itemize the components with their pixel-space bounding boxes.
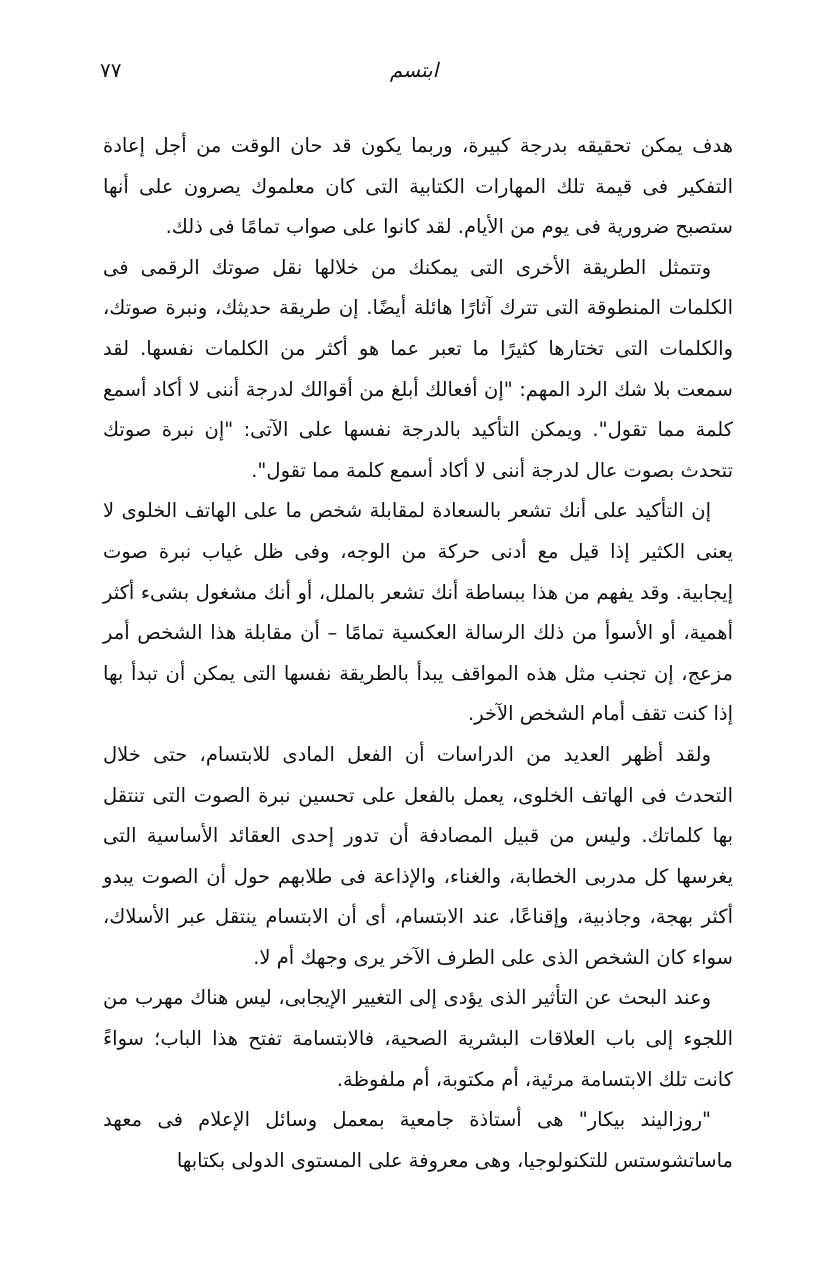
paragraph: "روزاليند بيكار" هى أستاذة جامعية بمعمل وسائل الإعلام فى معهد ماساتشوستس للتكنولوجيا، وهى معروفة على المستوى الدولى بكتابها — [103, 1108, 733, 1172]
page-number: ٧٧ — [100, 58, 122, 82]
paragraph: هدف يمكن تحقيقه بدرجة كبيرة، وربما يكون قد حان الوقت من أجل إعادة التفكير فى قيمة تلك المهارات الكتابية التى كان معلموك يصرون على أنها ستصبح ضرورية فى يوم من الأيام. لقد كانوا على صواب تمامًا فى ذلك. — [103, 134, 733, 239]
paragraph: إن التأكيد على أنك تشعر بالسعادة لمقابلة شخص ما على الهاتف الخلوى لا يعنى الكثير إذا قيل مع أدنى حركة من الوجه، وفى ظل غياب نبرة صوت إيجابية. وقد يفهم من هذا ببساطة أنك تشعر بالملل، أو أنك مشغول بشىء أكثر أهمية، أو الأسوأ من ذلك الرسالة العكسية تمامًا – أن مقابلة هذا الشخص أمر مزعج، إن تجنب مثل هذه المواقف يبدأ بالطريقة نفسها التى يمكن أن تبدأ بها إذا كنت تقف أمام الشخص الآخر. — [103, 499, 733, 726]
page-header — [0, 58, 828, 94]
paragraph: وعند البحث عن التأثير الذى يؤدى إلى التغيير الإيجابى، ليس هناك مهرب من اللجوء إلى باب العلاقات البشرية الصحية، فالابتسامة تفتح هذا الباب؛ سواءً كانت تلك الابتسامة مرئية، أم مكتوبة، أم ملفوظة. — [103, 986, 733, 1091]
body-text — [103, 126, 733, 1181]
running-title: ابتسم — [389, 58, 439, 82]
paragraph: وتتمثل الطريقة الأخرى التى يمكنك من خلالها نقل صوتك الرقمى فى الكلمات المنطوقة التى تترك آثارًا هائلة أيضًا. إن طريقة حديثك، ونبرة صوتك، والكلمات التى تختارها كثيرًا ما تعبر عما هو أكثر من الكلمات نفسها. لقد سمعت بلا شك الرد المهم: "إن أفعالك أبلغ من أقوالك لدرجة أننى لا أكاد أسمع كلمة مما تقول". ويمكن التأكيد بالدرجة نفسها على الآتى: "إن نبرة صوتك تتحدث بصوت عال لدرجة أننى لا أكاد أسمع كلمة مما تقول". — [103, 255, 733, 482]
paragraph: ولقد أظهر العديد من الدراسات أن الفعل المادى للابتسام، حتى خلال التحدث فى الهاتف الخلوى، يعمل بالفعل على تحسين نبرة الصوت التى تنتقل بها كلماتك. وليس من قبيل المصادفة أن تدور إحدى العقائد الأساسية التى يغرسها كل مدربى الخطابة، والغناء، والإذاعة فى طلابهم حول أن الصوت يبدو أكثر بهجة، وجاذبية، وإقناعًا، عند الابتسام، أى أن الابتسام ينتقل عبر الأسلاك، سواء كان الشخص الذى على الطرف الآخر يرى وجهك أم لا. — [103, 742, 733, 969]
